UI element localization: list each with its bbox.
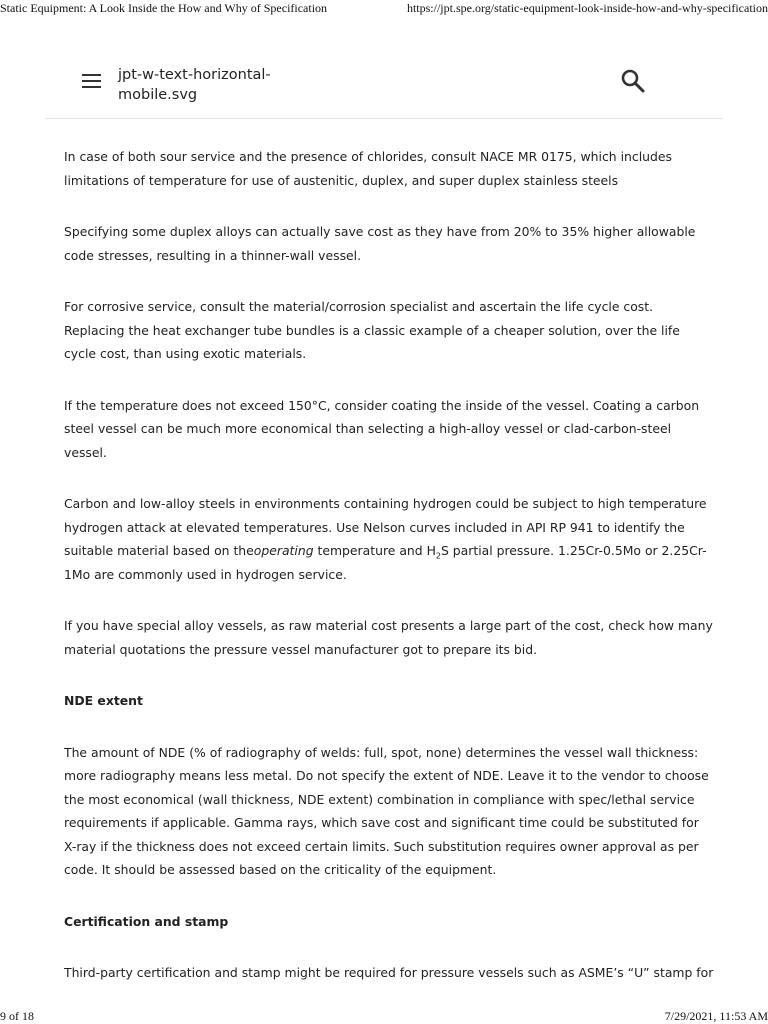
print-page-url: https://jpt.spe.org/static-equipment-look-inside-how-and-why-specification [406, 1, 768, 15]
heading-nde-extent: NDE extent [64, 693, 143, 708]
paragraph-sour-service: In case of both sour service and the presence of chlorides, consult NACE MR 0175, which includes limitations of temperature for use of austenitic, duplex, and super duplex stainless steels [64, 149, 672, 188]
hydrogen-text-2: temperature and H [313, 543, 436, 558]
h2s-subscript: 2 [435, 551, 441, 561]
print-page-number: 9 of 18 [0, 1009, 34, 1023]
paragraph-certification: Third-party certification and stamp might be required for pressure vessels such as ASME’s “U” stamp for [64, 965, 714, 980]
search-icon[interactable] [620, 68, 646, 94]
print-page-title: Static Equipment: A Look Inside the How and Why of Specification [0, 1, 328, 15]
paragraph-hydrogen-service [64, 492, 714, 586]
site-header [45, 52, 723, 119]
hydrogen-text-1: Carbon and low-alloy steels in environments containing hydrogen could be subject to high temperature hydrogen attack at elevated temperatures. Use Nelson curves included in API RP 941 to identify the suitable material based on the [64, 496, 707, 558]
paragraph-corrosive-service: For corrosive service, consult the material/corrosion specialist and ascertain the life cycle cost. Replacing the heat exchanger tube bundles is a classic example of a cheaper solution, over the life cycle cost, than using exotic materials. [64, 299, 680, 361]
paragraph-coating: If the temperature does not exceed 150°C, consider coating the inside of the vessel. Coating a carbon steel vessel can be much more economical than selecting a high-alloy vessel or clad-carbon-steel vessel. [64, 397, 700, 460]
paragraph-duplex-alloys: Specifying some duplex alloys can actually save cost as they have from 20% to 35% higher allowable code stresses, resulting in a thinner-wall vessel. [64, 224, 696, 263]
print-footer [0, 1008, 768, 1024]
paragraph-nde: The amount of NDE (% of radiography of welds: full, spot, none) determines the vessel wall thickness: more radiography means less metal. Do not specify the extent of NDE. Leave it to the vendor to choose the most economical (wall thickness, NDE extent) combination in compliance with spec/lethal service requirements if applicable. Gamma rays, which save cost and significant time could be substituted for X-ray if the thickness does not exceed certain limits. Such substitution requires owner approval as per code. It should be assessed based on the criticality of the equipment. [64, 744, 709, 877]
site-logo[interactable]: jpt-w-text-horizontal-mobile.svg [118, 67, 271, 103]
print-timestamp: 7/29/2021, 11:53 AM [664, 1009, 768, 1023]
hydrogen-text-3: S partial pressure. 1.25Cr-0.5Mo or 2.25Cr-1Mo are commonly used in hydrogen service. [64, 543, 707, 582]
print-header [0, 0, 768, 16]
article-body [64, 145, 714, 1013]
operating-emphasis: operating [253, 543, 314, 558]
paragraph-special-alloy: If you have special alloy vessels, as raw material cost presents a large part of the cost, check how many material quotations the pressure vessel manufacturer got to prepare its bid. [64, 618, 713, 657]
heading-certification: Certification and stamp [64, 913, 229, 929]
menu-icon[interactable] [82, 72, 102, 90]
